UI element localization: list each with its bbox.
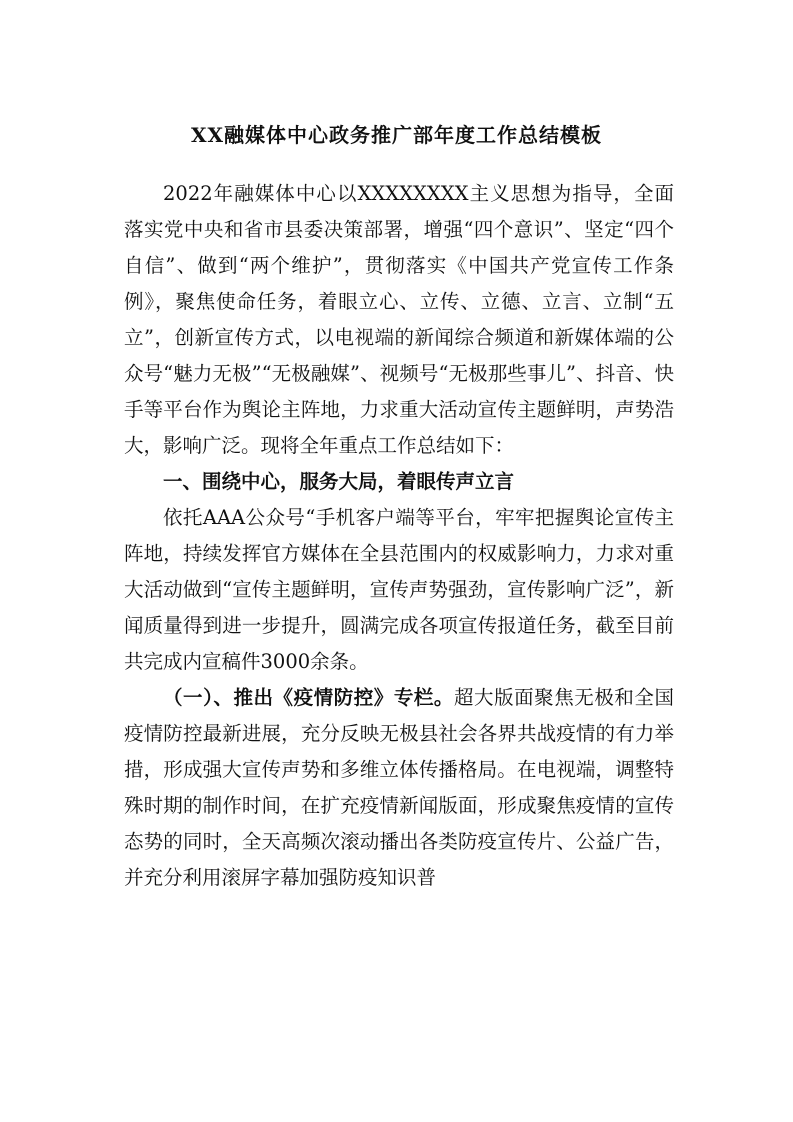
section-heading: 一、围绕中心，服务大局，着眼传声立言	[163, 470, 515, 493]
subsection-text: 超大版面聚焦无极和全国疫情防控最新进展，充分反映无极县社会各界共战疫情的有力举措，形成强大宣传声势和多维立体传播格局。在电视端，调整特殊时期的制作时间，在扩充疫情新闻版面，形成聚焦疫情的宣传态势的同时，全天高频次滚动播出各类防疫宣传片、公益广告，并充分利用滚屏字幕加强防疫知识普	[124, 686, 674, 889]
document-title: XX融媒体中心政务推广部年度工作总结模板	[190, 123, 603, 147]
section-paragraph: 依托AAA公众号“手机客户端等平台，牢牢把握舆论宣传主阵地，持续发挥官方媒体在全县范围内的权威影响力，力求对重大活动做到“宣传主题鲜明，宣传声势强劲，宣传影响广泛”，新闻质量得到进一步提升，圆满完成各项宣传报道任务，截至目前共完成内宣稿件3000余条。	[124, 506, 674, 673]
subsection-heading: （一）、推出《疫情防控》专栏。	[163, 686, 454, 709]
document-body	[124, 176, 674, 896]
intro-paragraph: 2022年融媒体中心以XXXXXXXX主义思想为指导，全面落实党中央和省市县委决策部署，增强“四个意识”、坚定“四个自信”、做到“两个维护”，贯彻落实《中国共产党宣传工作条例》，聚焦使命任务，着眼立心、立传、立德、立言、立制“五立”，创新宣传方式，以电视端的新闻综合频道和新媒体端的公众号“魅力无极”“无极融媒”、视频号“无极那些事儿”、抖音、快手等平台作为舆论主阵地，力求重大活动宣传主题鲜明，声势浩大，影响广泛。现将全年重点工作总结如下：	[124, 182, 674, 457]
subsection-paragraph	[124, 680, 674, 896]
